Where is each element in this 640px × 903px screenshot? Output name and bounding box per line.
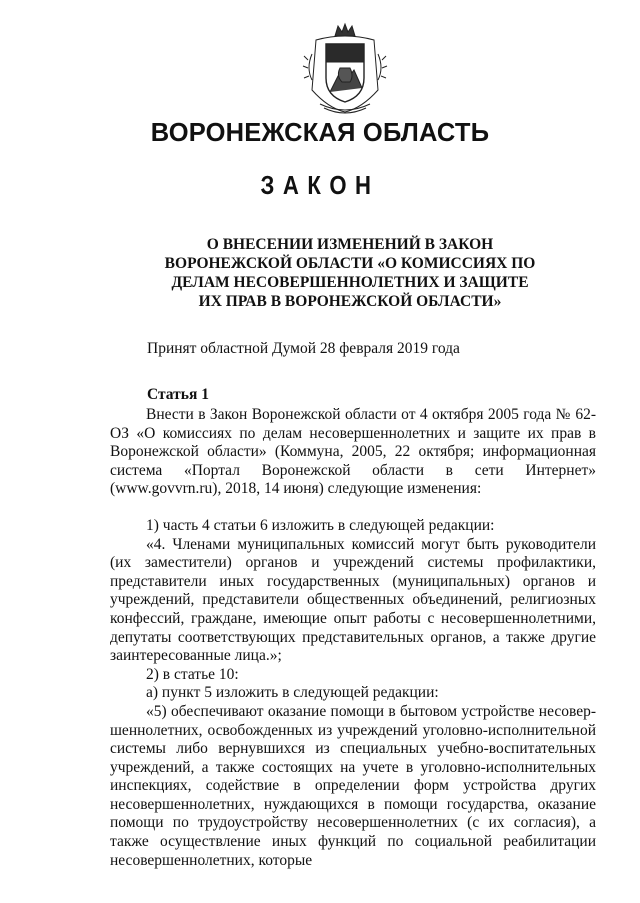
law-title-line: О ВНЕСЕНИИ ИЗМЕНЕНИЙ В ЗАКОН — [206, 236, 494, 253]
law-title — [150, 235, 550, 311]
article-body — [110, 406, 596, 870]
region-name: ВОРОНЕЖСКАЯ ОБЛАСТЬ — [150, 119, 490, 147]
law-title-line: ДЕЛАМ НЕСОВЕРШЕННОЛЕТНИХ И ЗАЩИТЕ — [171, 274, 529, 291]
law-title-line: ИХ ПРАВ В ВОРОНЕЖСКОЙ ОБЛАСТИ» — [198, 293, 502, 310]
law-title-line: ВОРОНЕЖСКОЙ ОБЛАСТИ «О КОМИССИЯХ ПО — [164, 255, 536, 272]
article-paragraph: а) пункт 5 изложить в следующей редакции: — [146, 684, 439, 702]
adoption-date: Принят областной Думой 28 февраля 2019 года — [147, 340, 460, 357]
coat-of-arms-emblem — [302, 20, 388, 116]
article-paragraph: «5) обеспечивают оказание помощи в бытовом устройстве несовершеннолетних, освобожденных из учреждений уголовно-исполнительной системы либо вернувшихся из специальных учебно-воспитательных учреждений, а также состоящих на учете в уголовно-исполнительных инспекциях, содействие в определении форм устройства других несовершеннолетних, нуждающихся в помощи государства, оказание помощи по трудоустройству несовершеннолетних (с их согласия), а также осуществление иных функций по социальной реабилитации несовершеннолетних, которые — [110, 702, 596, 869]
document-type-heading: ЗАКОН — [260, 170, 380, 200]
article-paragraph: Внести в Закон Воронежской области от 4 октября 2005 года № 62-ОЗ «О комиссиях по делам несовершеннолетних и защите их прав в Воронежской области» (Коммуна, 2005, 22 октября; информационная система «Портал Воронежской области в сети Интернет» (www.govvrn.ru), 2018, 14 июня) следующие изменения: — [110, 406, 596, 498]
article-heading: Статья 1 — [147, 386, 209, 403]
article-paragraph: «4. Членами муниципальных комиссий могут быть руководители (их заместители) органов и учреждений системы профилактики, представители иных государственных (муниципальных) органов и учреждений, представители общественных объединений, религиозных конфессий, граждане, имеющие опыт работы с несовершеннолетними, депутаты соответствующих представительных органов, а также другие заинтересованные лица.»; — [110, 535, 596, 665]
article-paragraph: 2) в статье 10: — [146, 665, 239, 683]
article-paragraph: 1) часть 4 статьи 6 изложить в следующей редакции: — [146, 516, 495, 534]
